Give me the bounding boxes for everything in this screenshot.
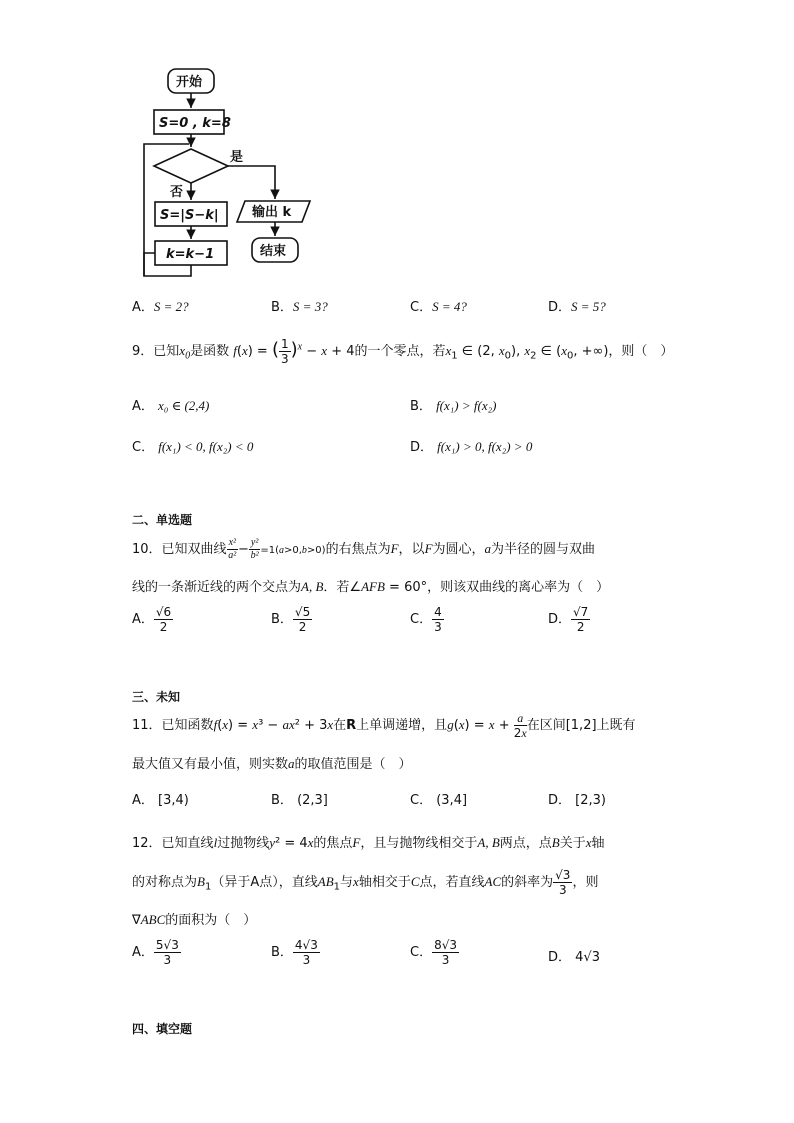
q12-option-b[interactable]: B． $\frac{4√3}{3}$ — [271, 938, 318, 967]
no-label: 否 — [170, 185, 184, 200]
section-heading-3: 三、未知 — [132, 690, 181, 704]
decision-diamond — [154, 149, 228, 183]
assign-k-label: k=k−1 — [166, 247, 215, 262]
q10-option-a[interactable]: A． $\frac{√6}{2}$ — [132, 605, 172, 634]
q9-stem: 9．已知$x_0$是函数 f(x) = ( $\frac{1}{3}$ )$^x$ − x + 4的一个零点，若$x_1$ ∈ (2, $x_0$), $x_2$ ∈ ($x_0$, +∞)，则（ ） — [132, 337, 674, 366]
q8-option-b[interactable]: B．S = 3? — [271, 299, 328, 315]
q9-option-a[interactable]: A． x₀ ∈ (2,4) — [132, 398, 210, 414]
q10-option-d[interactable]: D． $\frac{√7}{2}$ — [548, 605, 589, 634]
q11-line1: 11．已知函数f(x) = x³ − ax² + 3x在R上单调递增，且g(x) = x + $\frac{a}{2x}$ 在区间[1,2]上既有 — [132, 711, 636, 740]
flowchart — [130, 62, 330, 284]
q8-option-a[interactable]: A．S = 2? — [132, 299, 189, 315]
section-heading-2: 二、单选题 — [132, 513, 193, 527]
q10-option-b[interactable]: B． $\frac{√5}{2}$ — [271, 605, 311, 634]
output-label: 输出 k — [252, 205, 292, 220]
q8-option-c[interactable]: C．S = 4? — [410, 299, 467, 315]
start-label: 开始 — [176, 75, 203, 90]
yes-label: 是 — [230, 150, 244, 165]
q12-line3: ∇ABC的面积为（ ） — [132, 912, 257, 928]
q10-line2: 线的一条渐近线的两个交点为A, B．若∠AFB = 60°，则该双曲线的离心率为（ ） — [132, 579, 610, 595]
q10-option-c[interactable]: C． $\frac{4}{3}$ — [410, 605, 442, 634]
q8-option-d[interactable]: D．S = 5? — [548, 299, 606, 315]
q12-line1: 12．已知直线l过抛物线y² = 4x的焦点F，且与抛物线相交于A, B两点，点B关于x轴 — [132, 835, 605, 851]
section-heading-4: 四、填空题 — [132, 1022, 193, 1036]
q9-option-b[interactable]: B． f(x₁) > f(x₂) — [410, 398, 497, 414]
q12-option-d[interactable]: D． 4√3 — [548, 950, 600, 965]
q11-option-d[interactable]: D． [2,3) — [548, 793, 606, 808]
q11-option-c[interactable]: C． (3,4] — [410, 793, 468, 808]
q11-option-a[interactable]: A． [3,4) — [132, 793, 189, 808]
init-label: S=0 , k=8 — [159, 116, 231, 131]
q9-option-c[interactable]: C． f(x₁) < 0, f(x₂) < 0 — [132, 439, 254, 455]
q12-line2: 的对称点为$B_1$（异于A点），直线$AB_1$与x轴相交于C点，若直线AC的斜率为 $\frac{√3}{3}$ ，则 — [132, 868, 599, 897]
q11-option-b[interactable]: B． (2,3] — [271, 793, 328, 808]
q12-option-c[interactable]: C． $\frac{8√3}{3}$ — [410, 938, 457, 967]
assign-s-label: S=|S−k| — [160, 208, 219, 223]
q12-option-a[interactable]: A． $\frac{5√3}{3}$ — [132, 938, 179, 967]
q10-line1: 10．已知双曲线 $\frac{\text{x²}}{\text{a²}}$ − $\frac{\text{y²}}{\text{b²}}$ =1(a>0,b>0)的右焦点为F，以F为圆心，a为半径的圆与双曲 — [132, 537, 596, 561]
q11-line2: 最大值又有最小值，则实数a的取值范围是（ ） — [132, 756, 412, 772]
q9-option-d[interactable]: D． f(x₁) > 0, f(x₂) > 0 — [410, 439, 533, 455]
end-label: 结束 — [260, 244, 287, 259]
